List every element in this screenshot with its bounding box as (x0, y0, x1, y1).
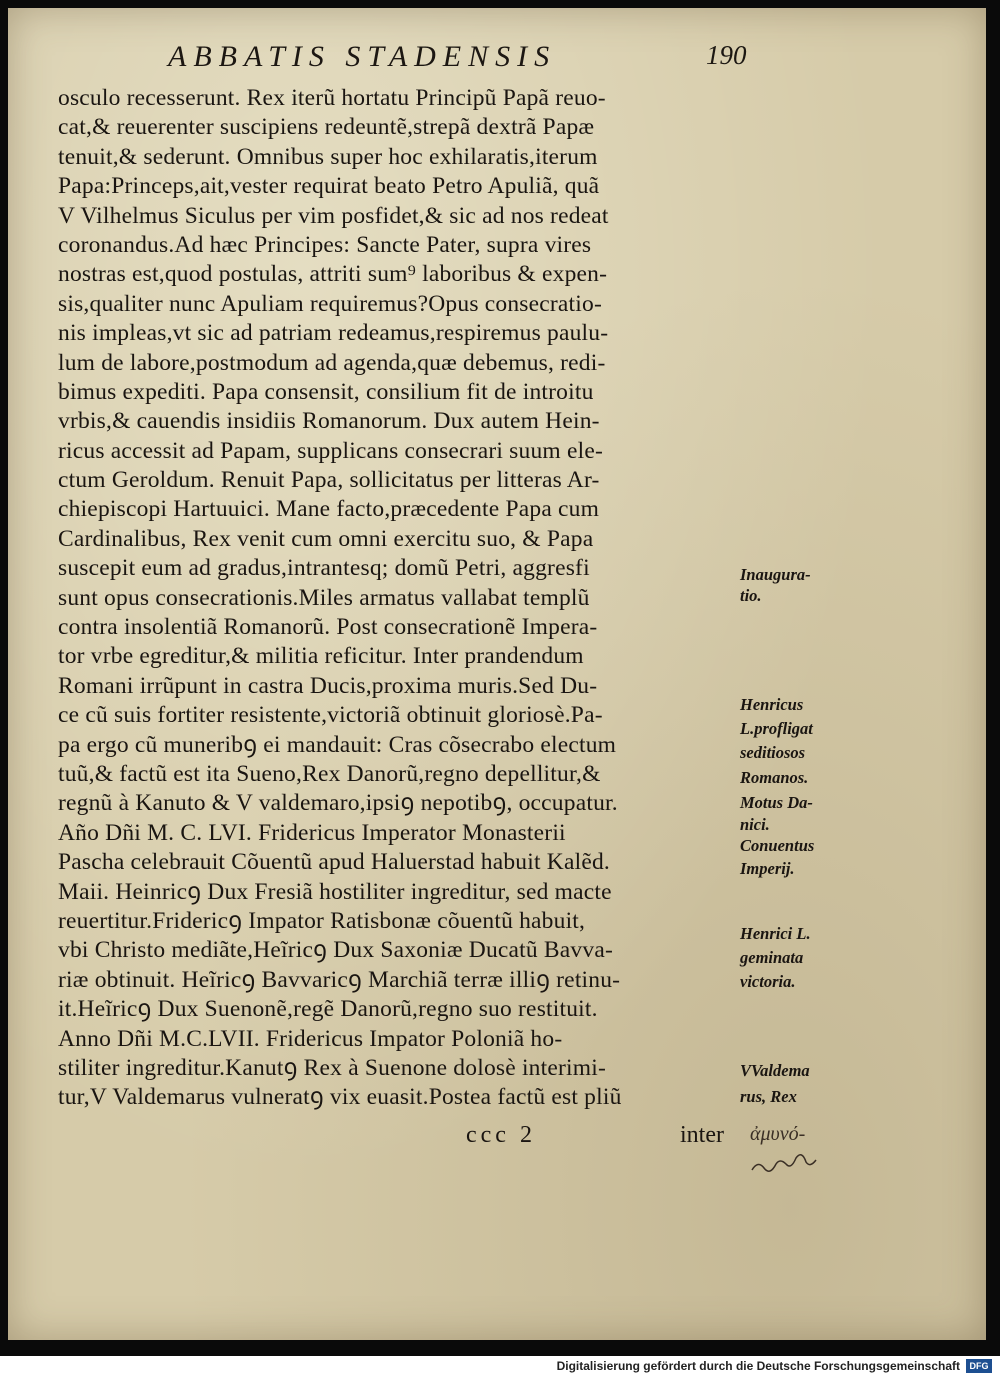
text-line: Maii. Heinricꝯ Dux Fresiã hostiliter ingreditur, sed macte (58, 878, 612, 905)
text-line: ctum Geroldum. Renuit Papa, sollicitatus per litteras Ar- (58, 467, 600, 494)
text-line: chiepiscopi Hartuuici. Mane facto,præcedente Papa cum (58, 496, 600, 523)
text-line: suscepit eum ad gradus,intrantesq; domũ Petri, aggresfi (58, 555, 590, 582)
text-line: pa ergo cũ muneribꝯ ei mandauit: Cras cõsecrabo electum (58, 731, 617, 758)
text-line: nostras est,quod postulas, attriti sum⁹ laboribus & expen- (58, 261, 608, 288)
handwritten-annotation-text: ἀμυνό- (750, 1123, 806, 1145)
margin-note-henrici: geminata (740, 948, 804, 967)
text-line: Romani irrũpunt in castra Ducis,proxima muris.Sed Du- (58, 672, 598, 699)
footer-bar (0, 1356, 1000, 1378)
text-line: tor vrbe egreditur,& militia reficitur. Inter prandendum (58, 643, 584, 670)
margin-note-henricus: Henricus (740, 695, 804, 714)
text-line: Papa:Princeps,ait,vester requirat beato Petro Apuliã, quã (58, 173, 600, 200)
text-line: stiliter ingreditur.Kanutꝯ Rex à Suenone dolosè interimi- (58, 1054, 606, 1081)
text-line: bimus expediti. Papa consensit, consilium fit de introitu (58, 378, 594, 405)
text-line: nis impleas,vt sic ad patriam redeamus,respiremus paulu- (58, 320, 609, 347)
text-line: cat,& reuerenter suscipiens redeuntẽ,strepã dextrã Papæ (58, 114, 595, 141)
margin-note-motus: Motus Da- (740, 793, 813, 812)
margin-note-inauguratio: Inaugura- (740, 565, 811, 584)
dfg-logo: DFG (966, 1359, 992, 1373)
catchword: inter (680, 1122, 724, 1148)
margin-note-henricus: L.profligat (740, 719, 813, 738)
text-line: sunt opus consecrationis.Miles armatus vallabat templũ (58, 584, 590, 611)
text-line: contra insolentiã Romanorũ. Post consecrationẽ Impera- (58, 614, 598, 641)
text-line: vrbis,& cauendis insidiis Romanorum. Dux autem Hein- (58, 408, 600, 435)
text-line: coronandus.Ad hæc Principes: Sancte Pater, supra vires (58, 231, 592, 258)
text-line: vbi Christo mediãte,Heĩricꝯ Dux Saxoniæ Ducatũ Bavva- (58, 937, 613, 964)
funding-statement: Digitalisierung gefördert durch die Deutsche Forschungsgemeinschaft (556, 1359, 960, 1373)
text-line: it.Heĩricꝯ Dux Suenonẽ,regẽ Danorũ,regno suo restituit. (58, 996, 598, 1023)
running-head: ABBATIS STADENSIS (168, 40, 557, 73)
margin-note-inauguratio: tio. (740, 586, 762, 605)
text-line: regnũ à Kanuto & V valdemaro,ipsiꝯ nepotibꝯ, occupatur. (58, 790, 618, 817)
margin-note-conuentus: Imperij. (740, 859, 795, 878)
text-line: riæ obtinuit. Heĩricꝯ Bavvaricꝯ Marchiã terræ illiꝯ retinu- (58, 966, 621, 993)
margin-note-henricus: seditiosos (740, 743, 806, 762)
text-line: tenuit,& sederunt. Omnibus super hoc exhilaratis,iterum (58, 143, 598, 170)
margin-note-henrici: victoria. (740, 972, 796, 991)
signature-mark: ccc 2 (466, 1122, 536, 1148)
text-line: reuertitur.Fridericꝯ Impator Ratisbonæ cõuentũ habuit, (58, 907, 586, 934)
margin-note-motus: nici. (740, 815, 770, 834)
book-page (8, 8, 986, 1340)
text-line: tuũ,& factũ est ita Sueno,Rex Danorũ,regno depellitur,& (58, 760, 601, 787)
margin-note-henrici: Henrici L. (740, 924, 811, 943)
handwritten-annotation (750, 1118, 830, 1188)
text-line: Año Dñi M. C. LVI. Fridericus Imperator Monasterii (58, 819, 566, 846)
page-number: 190 (706, 40, 747, 70)
text-line: V Vilhelmus Siculus per vim posfidet,& sic ad nos redeat (58, 202, 609, 229)
text-line: Anno Dñi M.C.LVII. Fridericus Impator Poloniã ho- (58, 1025, 563, 1052)
text-line: lum de labore,postmodum ad agenda,quæ debemus, redi- (58, 349, 606, 376)
margin-note-conuentus: Conuentus (740, 836, 815, 855)
text-line: sis,qualiter nunc Apuliam requiremus?Opus consecratio- (58, 290, 602, 317)
text-line: tur,V Valdemarus vulneratꝯ vix euasit.Postea factũ est pliũ (58, 1084, 622, 1111)
margin-note-valdemarus: VValdema (740, 1061, 810, 1080)
margin-note-valdemarus: rus, Rex (740, 1087, 797, 1106)
text-line: Cardinalibus, Rex venit cum omni exercitu suo, & Papa (58, 525, 594, 552)
body-text (58, 84, 758, 1113)
margin-note-henricus: Romanos. (740, 768, 809, 787)
text-line: Pascha celebrauit Cõuentũ apud Haluerstad habuit Kalẽd. (58, 849, 610, 876)
text-line: ce cũ suis fortiter resistente,victoriã obtinuit gloriosè.Pa- (58, 702, 603, 729)
margin-notes (740, 8, 850, 1208)
text-line: ricus accessit ad Papam, supplicans consecrari suum ele- (58, 437, 603, 464)
text-line: osculo recesserunt. Rex iterũ hortatu Principũ Papã reuo- (58, 85, 606, 111)
